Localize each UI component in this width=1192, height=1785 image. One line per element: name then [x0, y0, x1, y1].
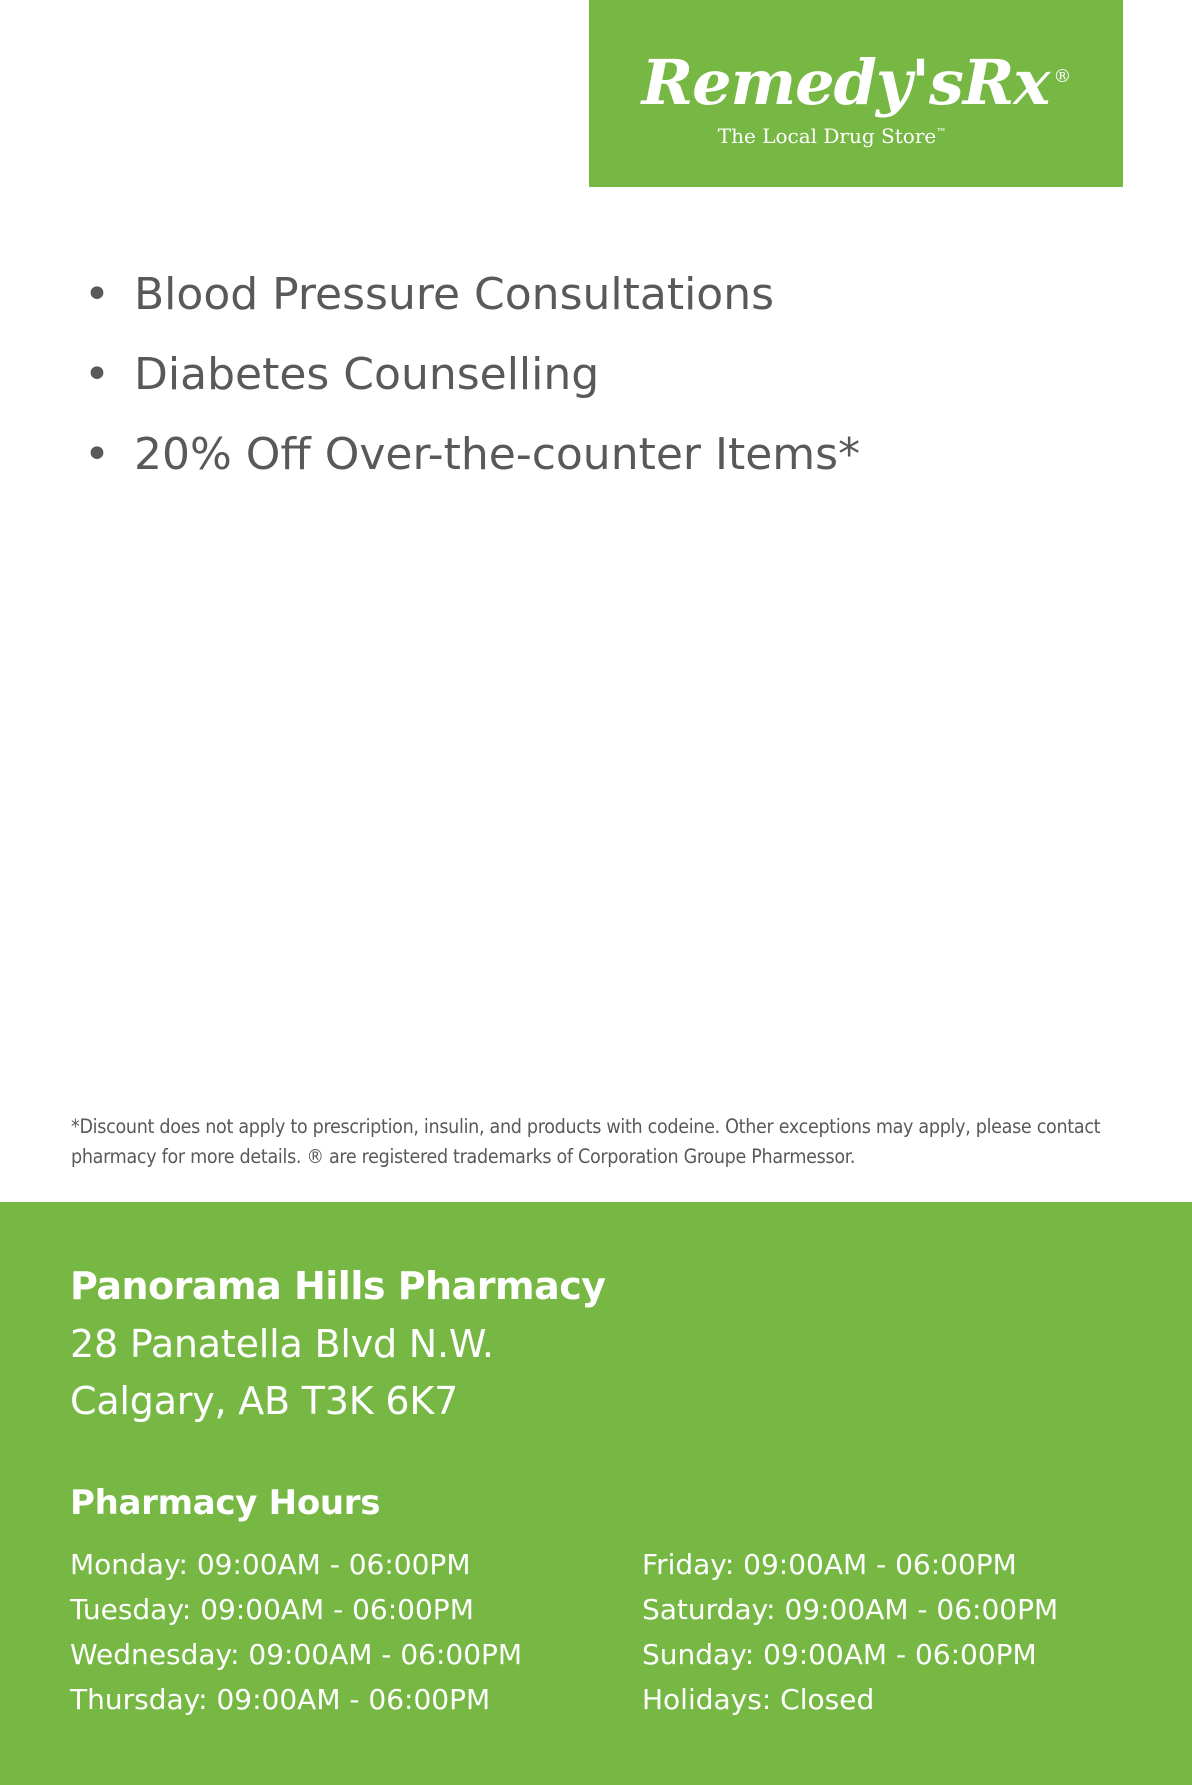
- hours-row: Wednesday: 09:00AM - 06:00PM: [70, 1638, 523, 1671]
- store-address-line-2: Calgary, AB T3K 6K7: [70, 1379, 459, 1423]
- list-item: [76, 255, 1116, 335]
- hours-row: Holidays: Closed: [642, 1683, 875, 1716]
- bullet-icon: •: [84, 429, 110, 480]
- hours-row: Monday: 09:00AM - 06:00PM: [70, 1548, 471, 1581]
- hours-row: Tuesday: 09:00AM - 06:00PM: [70, 1593, 474, 1626]
- hours-row: Sunday: 09:00AM - 06:00PM: [642, 1638, 1037, 1671]
- pharmacy-hours-title: Pharmacy Hours: [70, 1483, 381, 1523]
- service-label: 20% Off Over-the-counter Items*: [134, 429, 861, 480]
- brand-logo: [589, 0, 1123, 187]
- header-banner: [0, 0, 1192, 190]
- list-item: [76, 335, 1116, 415]
- services-list: [76, 255, 1116, 495]
- list-item: [76, 415, 1116, 495]
- hours-row: Friday: 09:00AM - 06:00PM: [642, 1548, 1017, 1581]
- brand-wordmark-text: Remedy'sRx: [641, 46, 1050, 119]
- brand-tagline: [589, 126, 1123, 146]
- bullet-icon: •: [84, 349, 110, 400]
- brand-tagline-text: The Local Drug Store: [717, 124, 937, 148]
- trademark-icon: ™: [936, 127, 947, 139]
- store-address-line-1: 28 Panatella Blvd N.W.: [70, 1322, 494, 1366]
- brand-wordmark: [589, 46, 1123, 119]
- disclaimer-text: *Discount does not apply to prescription, insulin, and products with codeine. Other exceptions may apply, please contact pharmacy for more details. ® are registered trademarks of Corporation Groupe Pharmessor.: [71, 1115, 1101, 1168]
- bullet-icon: •: [84, 269, 110, 320]
- store-info-footer: [0, 1202, 1192, 1785]
- pharmacy-hours-column-left: [70, 1542, 522, 1722]
- service-label: Diabetes Counselling: [134, 349, 600, 400]
- hours-row: Saturday: 09:00AM - 06:00PM: [642, 1593, 1059, 1626]
- pharmacy-hours-column-right: [642, 1542, 1058, 1722]
- hours-row: Thursday: 09:00AM - 06:00PM: [70, 1683, 491, 1716]
- registered-mark-icon: ®: [1053, 66, 1071, 88]
- store-name: Panorama Hills Pharmacy: [70, 1264, 606, 1308]
- service-label: Blood Pressure Consultations: [134, 269, 775, 320]
